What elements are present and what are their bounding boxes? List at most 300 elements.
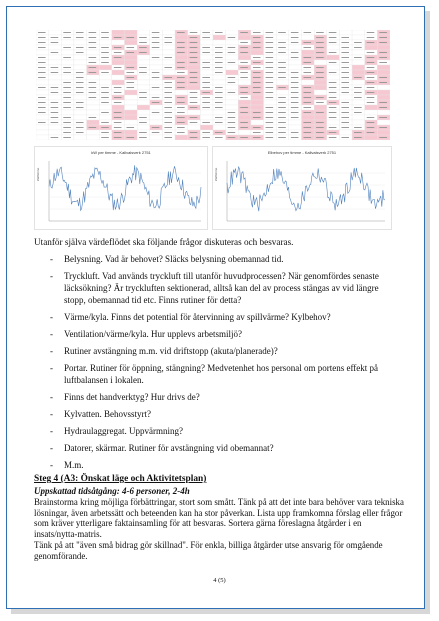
cell-text-mark [367,62,375,63]
table-cell [49,75,62,80]
cell-text-mark [341,62,349,63]
table-cell [99,40,112,45]
cell-text-mark [329,102,337,103]
cell-text-mark [51,37,59,38]
table-cell [99,75,112,80]
cell-text-mark [101,92,109,93]
table-cell [289,120,302,125]
table-cell [150,60,163,65]
cell-text-mark [240,127,248,128]
cell-text-mark [38,102,46,103]
cell-text-mark [164,82,172,83]
cell-text-mark [215,132,223,133]
table-cell [327,120,340,125]
cell-text-mark [278,132,286,133]
cell-text-mark [228,127,236,128]
cell-text-mark [278,42,286,43]
cell-text-mark [63,97,71,98]
cell-text-mark [76,102,84,103]
cell-text-mark [291,107,299,108]
table-cell [377,90,390,95]
cell-text-mark [215,72,223,73]
cell-text-mark [177,52,185,53]
cell-text-mark [253,92,261,93]
cell-text-mark [101,122,109,123]
series-line [227,167,385,211]
cell-text-mark [215,32,223,33]
cell-text-mark [228,112,236,113]
cell-text-mark [202,92,210,93]
cell-text-mark [114,87,122,88]
cell-text-mark [51,107,59,108]
cell-text-mark [266,72,274,73]
cell-text-mark [291,92,299,93]
table-cell [188,85,201,90]
cell-text-mark [291,42,299,43]
table-cell [302,80,315,85]
chart-title: kW per timme - Kallvalsverk 2751 [91,150,151,155]
cell-text-mark [278,117,286,118]
cell-text-mark [177,32,185,33]
table-cell [200,125,213,130]
cell-text-mark [164,137,172,138]
cell-text-mark [202,122,210,123]
cell-text-mark [367,97,375,98]
cell-text-mark [266,57,274,58]
cell-text-mark [51,122,59,123]
cell-text-mark [139,97,147,98]
table-cell [377,130,390,135]
table-cell [49,130,62,135]
table-cell [150,120,163,125]
table-cell [377,110,390,115]
cell-text-mark [240,137,248,138]
table-cell [276,55,289,60]
table-cell [365,135,378,140]
plot-axes [227,161,385,221]
cell-text-mark [63,87,71,88]
cell-text-mark [304,137,312,138]
cell-text-mark [278,72,286,73]
cell-text-mark [228,92,236,93]
cell-text-mark [177,127,185,128]
table-cell [302,50,315,55]
cell-text-mark [101,102,109,103]
cell-text-mark [367,132,375,133]
table-cell [352,30,365,35]
cell-text-mark [114,37,122,38]
cell-text-mark [379,127,387,128]
table-cell [112,80,125,85]
cell-text-mark [379,117,387,118]
table-cell [150,135,163,140]
cell-text-mark [316,72,324,73]
table-cell [365,105,378,110]
cell-text-mark [329,117,337,118]
cell-text-mark [164,122,172,123]
cell-text-mark [253,32,261,33]
cell-text-mark [253,132,261,133]
cell-text-mark [291,117,299,118]
table-cell [36,90,49,95]
table-cell [175,35,188,40]
table-cell [150,105,163,110]
cell-text-mark [190,37,198,38]
cell-text-mark [367,87,375,88]
cell-text-mark [177,42,185,43]
table-cell [125,130,138,135]
chart-title: Elbehov per timme - Kallvalsverk 2751 [267,150,337,155]
cell-text-mark [202,67,210,68]
cell-text-mark [114,57,122,58]
cell-text-mark [354,87,362,88]
list-item: - Rutiner avstängning m.m. vid driftstopp (akuta/planerade)? [50,345,400,357]
table-cell [289,125,302,130]
cell-text-mark [278,32,286,33]
cell-text-mark [190,117,198,118]
table-cell [125,90,138,95]
cell-text-mark [215,122,223,123]
cell-text-mark [38,37,46,38]
cell-text-mark [127,87,135,88]
cell-text-mark [329,42,337,43]
table-cell [137,85,150,90]
cell-text-mark [341,137,349,138]
cell-text-mark [240,112,248,113]
table-cell [251,50,264,55]
cell-text-mark [164,77,172,78]
cell-text-mark [304,107,312,108]
cell-text-mark [379,82,387,83]
cell-text-mark [367,57,375,58]
cell-text-mark [202,87,210,88]
table-cell [36,125,49,130]
cell-text-mark [152,57,160,58]
cell-text-mark [202,102,210,103]
chart-left [34,146,208,230]
cell-text-mark [139,122,147,123]
cell-text-mark [89,72,97,73]
cell-text-mark [190,77,198,78]
cell-text-mark [266,42,274,43]
cell-text-mark [367,32,375,33]
table-cell [99,105,112,110]
cell-text-mark [316,47,324,48]
table-cell [251,105,264,110]
cell-text-mark [278,47,286,48]
cell-text-mark [164,57,172,58]
table-cell [74,40,87,45]
table-cell [112,70,125,75]
cell-text-mark [114,117,122,118]
cell-text-mark [190,107,198,108]
cell-text-mark [304,42,312,43]
cell-text-mark [329,82,337,83]
table-cell [125,115,138,120]
step-paragraph: Tänk på att "även små bidrag gör skillnad". För enkla, billiga åtgärder utse ansvarig för omgående genomförande. [34,540,383,561]
cell-text-mark [240,47,248,48]
cell-text-mark [127,52,135,53]
cell-text-mark [152,127,160,128]
cell-text-mark [354,42,362,43]
cell-text-mark [329,87,337,88]
table-cell [238,80,251,85]
cell-text-mark [304,32,312,33]
cell-text-mark [341,67,349,68]
cell-text-mark [38,97,46,98]
cell-text-mark [177,67,185,68]
table-cell [150,65,163,70]
table-cell [137,125,150,130]
data-table-image [36,30,390,140]
cell-text-mark [114,67,122,68]
cell-text-mark [114,137,122,138]
cell-text-mark [240,67,248,68]
table-cell [188,125,201,130]
cell-text-mark [316,77,324,78]
table-cell [162,60,175,65]
cell-text-mark [51,112,59,113]
cell-text-mark [63,92,71,93]
cell-text-mark [379,52,387,53]
cell-text-mark [127,82,135,83]
table-cell [112,40,125,45]
cell-text-mark [127,77,135,78]
cell-text-mark [164,127,172,128]
table-cell [36,115,49,120]
cell-text-mark [38,62,46,63]
cell-text-mark [329,32,337,33]
table-cell [150,50,163,55]
cell-text-mark [63,37,71,38]
cell-text-mark [76,92,84,93]
list-item: - Finns det handverktyg? Hur drivs de? [50,391,400,403]
table-cell [87,135,100,140]
cell-text-mark [215,92,223,93]
cell-text-mark [278,62,286,63]
cell-text-mark [253,112,261,113]
cell-text-mark [379,42,387,43]
cell-text-mark [190,42,198,43]
cell-text-mark [114,47,122,48]
table-cell [213,35,226,40]
cell-text-mark [329,72,337,73]
table-cell [226,95,239,100]
table-cell [125,105,138,110]
table-cell [188,110,201,115]
cell-text-mark [266,37,274,38]
cell-text-mark [127,137,135,138]
cell-text-mark [228,77,236,78]
table-cell [74,110,87,115]
cell-text-mark [76,47,84,48]
cell-text-mark [253,37,261,38]
cell-text-mark [177,132,185,133]
table-cell [339,95,352,100]
cell-text-mark [341,117,349,118]
cell-text-mark [127,127,135,128]
table-cell [87,75,100,80]
cell-text-mark [367,122,375,123]
list-item: - Datorer, skärmar. Rutiner för avstängning vid obemannat? [50,442,400,454]
table-cell [264,100,277,105]
cell-text-mark [202,77,210,78]
step-heading: Steg 4 (A3: Önskat läge och Aktivitetsplan) [34,474,207,484]
cell-text-mark [304,57,312,58]
cell-text-mark [177,117,185,118]
table-cell [74,95,87,100]
series-line [49,165,201,210]
cell-text-mark [354,47,362,48]
table-cell [74,115,87,120]
chart-ylabel: kW/timme [214,167,218,181]
cell-text-mark [63,117,71,118]
cell-text-mark [152,37,160,38]
cell-text-mark [215,62,223,63]
cell-text-mark [316,137,324,138]
cell-text-mark [51,117,59,118]
cell-text-mark [304,97,312,98]
cell-text-mark [215,57,223,58]
cell-text-mark [101,52,109,53]
cell-text-mark [240,62,248,63]
cell-text-mark [341,127,349,128]
cell-text-mark [101,132,109,133]
cell-text-mark [240,42,248,43]
table-cell [175,55,188,60]
cell-text-mark [341,87,349,88]
table-cell [137,105,150,110]
cell-text-mark [215,97,223,98]
table-cell [125,120,138,125]
cell-text-mark [253,117,261,118]
table-cell [200,110,213,115]
table-cell [200,55,213,60]
cell-text-mark [89,87,97,88]
cell-text-mark [291,97,299,98]
cell-text-mark [341,47,349,48]
cell-text-mark [76,32,84,33]
table-cell [238,115,251,120]
table-cell [61,75,74,80]
chart-plot [35,147,207,229]
cell-text-mark [89,62,97,63]
cell-text-mark [240,87,248,88]
cell-text-mark [38,112,46,113]
cell-text-mark [316,122,324,123]
cell-text-mark [89,57,97,58]
list-item: - Kylvatten. Behovsstyrt? [50,408,400,420]
cell-text-mark [266,117,274,118]
table-cell [99,65,112,70]
cell-text-mark [76,122,84,123]
cell-text-mark [177,77,185,78]
table-cell [61,110,74,115]
table-cell [125,55,138,60]
intro-text: Utanför själva värdeflödet ska följande frågor diskuteras och besvaras. [34,237,294,247]
cell-text-mark [367,127,375,128]
cell-text-mark [177,82,185,83]
cell-text-mark [316,32,324,33]
table-cell [87,50,100,55]
cell-text-mark [354,127,362,128]
table-cell [36,80,49,85]
cell-text-mark [38,122,46,123]
table-cell [314,105,327,110]
table-cell [49,45,62,50]
cell-text-mark [304,72,312,73]
table-cell [125,30,138,35]
table-cell [339,130,352,135]
cell-text-mark [177,107,185,108]
table-cell [238,55,251,60]
table-cell [377,95,390,100]
table-cell [162,30,175,35]
table-cell [327,75,340,80]
table-cell [377,85,390,90]
cell-text-mark [114,122,122,123]
cell-text-mark [177,122,185,123]
cell-text-mark [240,32,248,33]
cell-text-mark [139,132,147,133]
cell-text-mark [202,62,210,63]
cell-text-mark [202,47,210,48]
table-cell [162,70,175,75]
cell-text-mark [190,72,198,73]
cell-text-mark [367,67,375,68]
table-cell [352,115,365,120]
cell-text-mark [89,32,97,33]
table-cell [36,130,49,135]
cell-text-mark [278,122,286,123]
cell-text-mark [291,72,299,73]
cell-text-mark [304,67,312,68]
cell-text-mark [38,42,46,43]
cell-text-mark [379,107,387,108]
cell-text-mark [202,32,210,33]
cell-text-mark [304,47,312,48]
cell-text-mark [329,37,337,38]
cell-text-mark [114,92,122,93]
cell-text-mark [291,112,299,113]
cell-text-mark [240,92,248,93]
cell-text-mark [266,132,274,133]
cell-text-mark [190,97,198,98]
cell-text-mark [164,42,172,43]
cell-text-mark [367,82,375,83]
table-cell [61,60,74,65]
cell-text-mark [341,77,349,78]
cell-text-mark [76,77,84,78]
table-cell [87,130,100,135]
cell-text-mark [101,47,109,48]
cell-text-mark [329,132,337,133]
cell-text-mark [341,92,349,93]
table-cell [276,90,289,95]
cell-text-mark [114,112,122,113]
table-cell [365,45,378,50]
table-cell [213,75,226,80]
table-cell [251,120,264,125]
cell-text-mark [367,37,375,38]
cell-text-mark [228,47,236,48]
table-cell [302,35,315,40]
table-cell [162,45,175,50]
cell-text-mark [379,102,387,103]
cell-text-mark [152,32,160,33]
cell-text-mark [76,87,84,88]
cell-text-mark [215,107,223,108]
